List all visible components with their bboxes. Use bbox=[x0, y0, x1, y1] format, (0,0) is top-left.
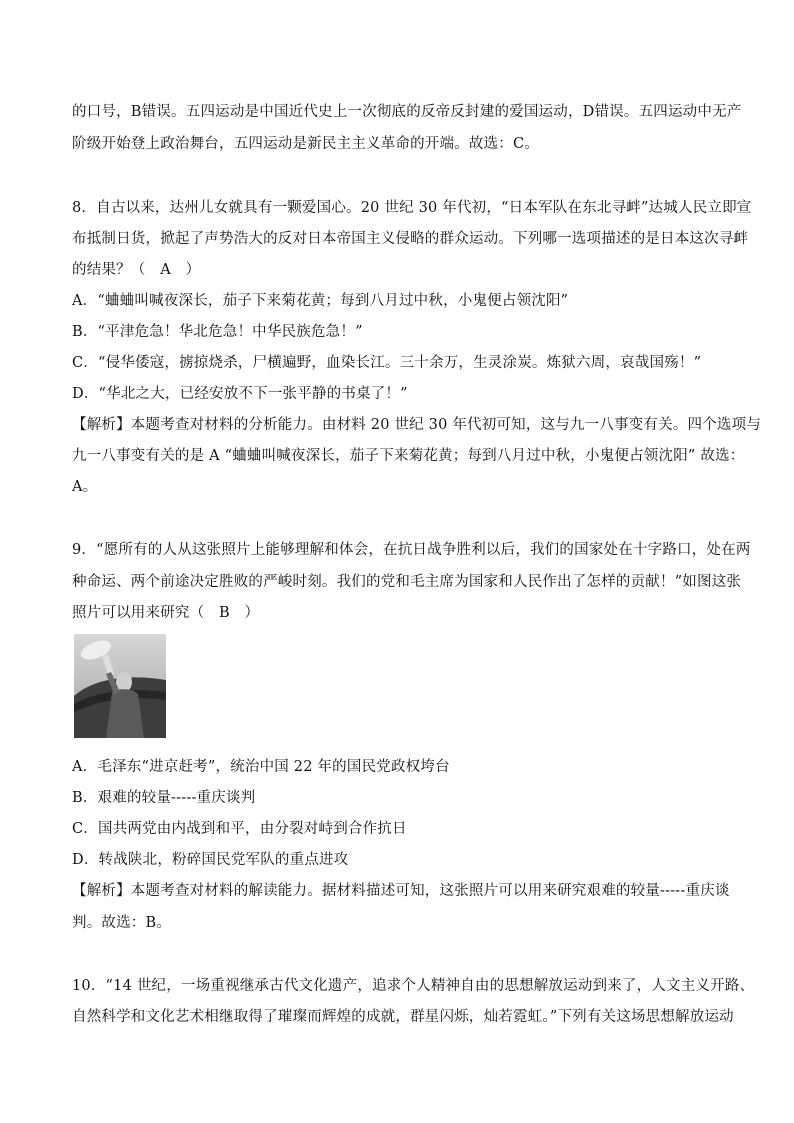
text-line: 种命运、两个前途决定胜败的严峻时刻。我们的党和毛主席为国家和人民作出了怎样的贡献！”如图这张 bbox=[72, 574, 742, 590]
analysis: 【解析】本题考查对材料的分析能力。由材料 20 世纪 30 年代初可知，这与九一八事变有关。四个选项与 bbox=[72, 417, 762, 433]
text-line: 判。故选：B。 bbox=[72, 915, 172, 931]
historical-photo bbox=[74, 634, 166, 738]
question-9-stem: 9．“愿所有的人从这张照片上能够理解和体会，在抗日战争胜利以后，我们的国家处在十字路口，处在两 bbox=[72, 542, 751, 558]
analysis: 【解析】本题考查对材料的解读能力。据材料描述可知，这张照片可以用来研究艰难的较量-----重庆谈 bbox=[72, 883, 730, 899]
option-a: A．毛泽东“进京赶考”，统治中国 22 年的国民党政权垮台 bbox=[72, 759, 450, 775]
option-d: D．“华北之大，已经安放不下一张平静的书桌了！” bbox=[72, 386, 408, 402]
text-line: 布抵制日货，掀起了声势浩大的反对日本帝国主义侵略的群众运动。下列哪一选项描述的是日本这次寻衅 bbox=[72, 231, 749, 247]
text-line: 阶级开始登上政治舞台，五四运动是新民主主义革命的开端。故选：C。 bbox=[72, 136, 539, 152]
text-line: 自然科学和文化艺术相继取得了璀璨而辉煌的成就，群星闪烁，灿若霓虹。”下列有关这场思想解放运动 bbox=[72, 1009, 734, 1025]
text-line: 九一八事变有关的是 A “蛐蛐叫喊夜深长，茄子下来菊花黄；每到八月过中秋，小鬼便占领沈阳” 故选： bbox=[72, 448, 745, 464]
option-c: C．“侵华倭寇，掳掠烧杀，尸横遍野，血染长江。三十余万，生灵涂炭。炼狱六周，哀哉国殇！” bbox=[72, 355, 702, 371]
option-a: A．“蛐蛐叫喊夜深长，茄子下来菊花黄；每到八月过中秋，小鬼便占领沈阳” bbox=[72, 293, 569, 309]
photo-illustration bbox=[74, 634, 166, 738]
text-line: 的结果？（ A ） bbox=[72, 262, 201, 278]
option-b: B．艰难的较量-----重庆谈判 bbox=[72, 790, 256, 806]
question-10-stem: 10．“14 世纪，一场重视继承古代文化遗产，追求个人精神自由的思想解放运动到来了，人文主义开路、 bbox=[72, 978, 755, 994]
question-8-stem: 8．自古以来，达州儿女就具有一颗爱国心。20 世纪 30 年代初，“日本军队在东北寻衅”达城人民立即宣 bbox=[72, 200, 752, 216]
text-line: 的口号，B错误。五四运动是中国近代史上一次彻底的反帝反封建的爱国运动，D错误。五四运动中无产 bbox=[72, 104, 742, 120]
option-b: B．“平津危急！华北危急！中华民族危急！” bbox=[72, 324, 363, 340]
text-line: 照片可以用来研究（ B ） bbox=[72, 605, 260, 621]
text-line: A。 bbox=[72, 479, 98, 495]
option-c: C．国共两党由内战到和平，由分裂对峙到合作抗日 bbox=[72, 821, 407, 837]
option-d: D．转战陕北，粉碎国民党军队的重点进攻 bbox=[72, 852, 349, 868]
